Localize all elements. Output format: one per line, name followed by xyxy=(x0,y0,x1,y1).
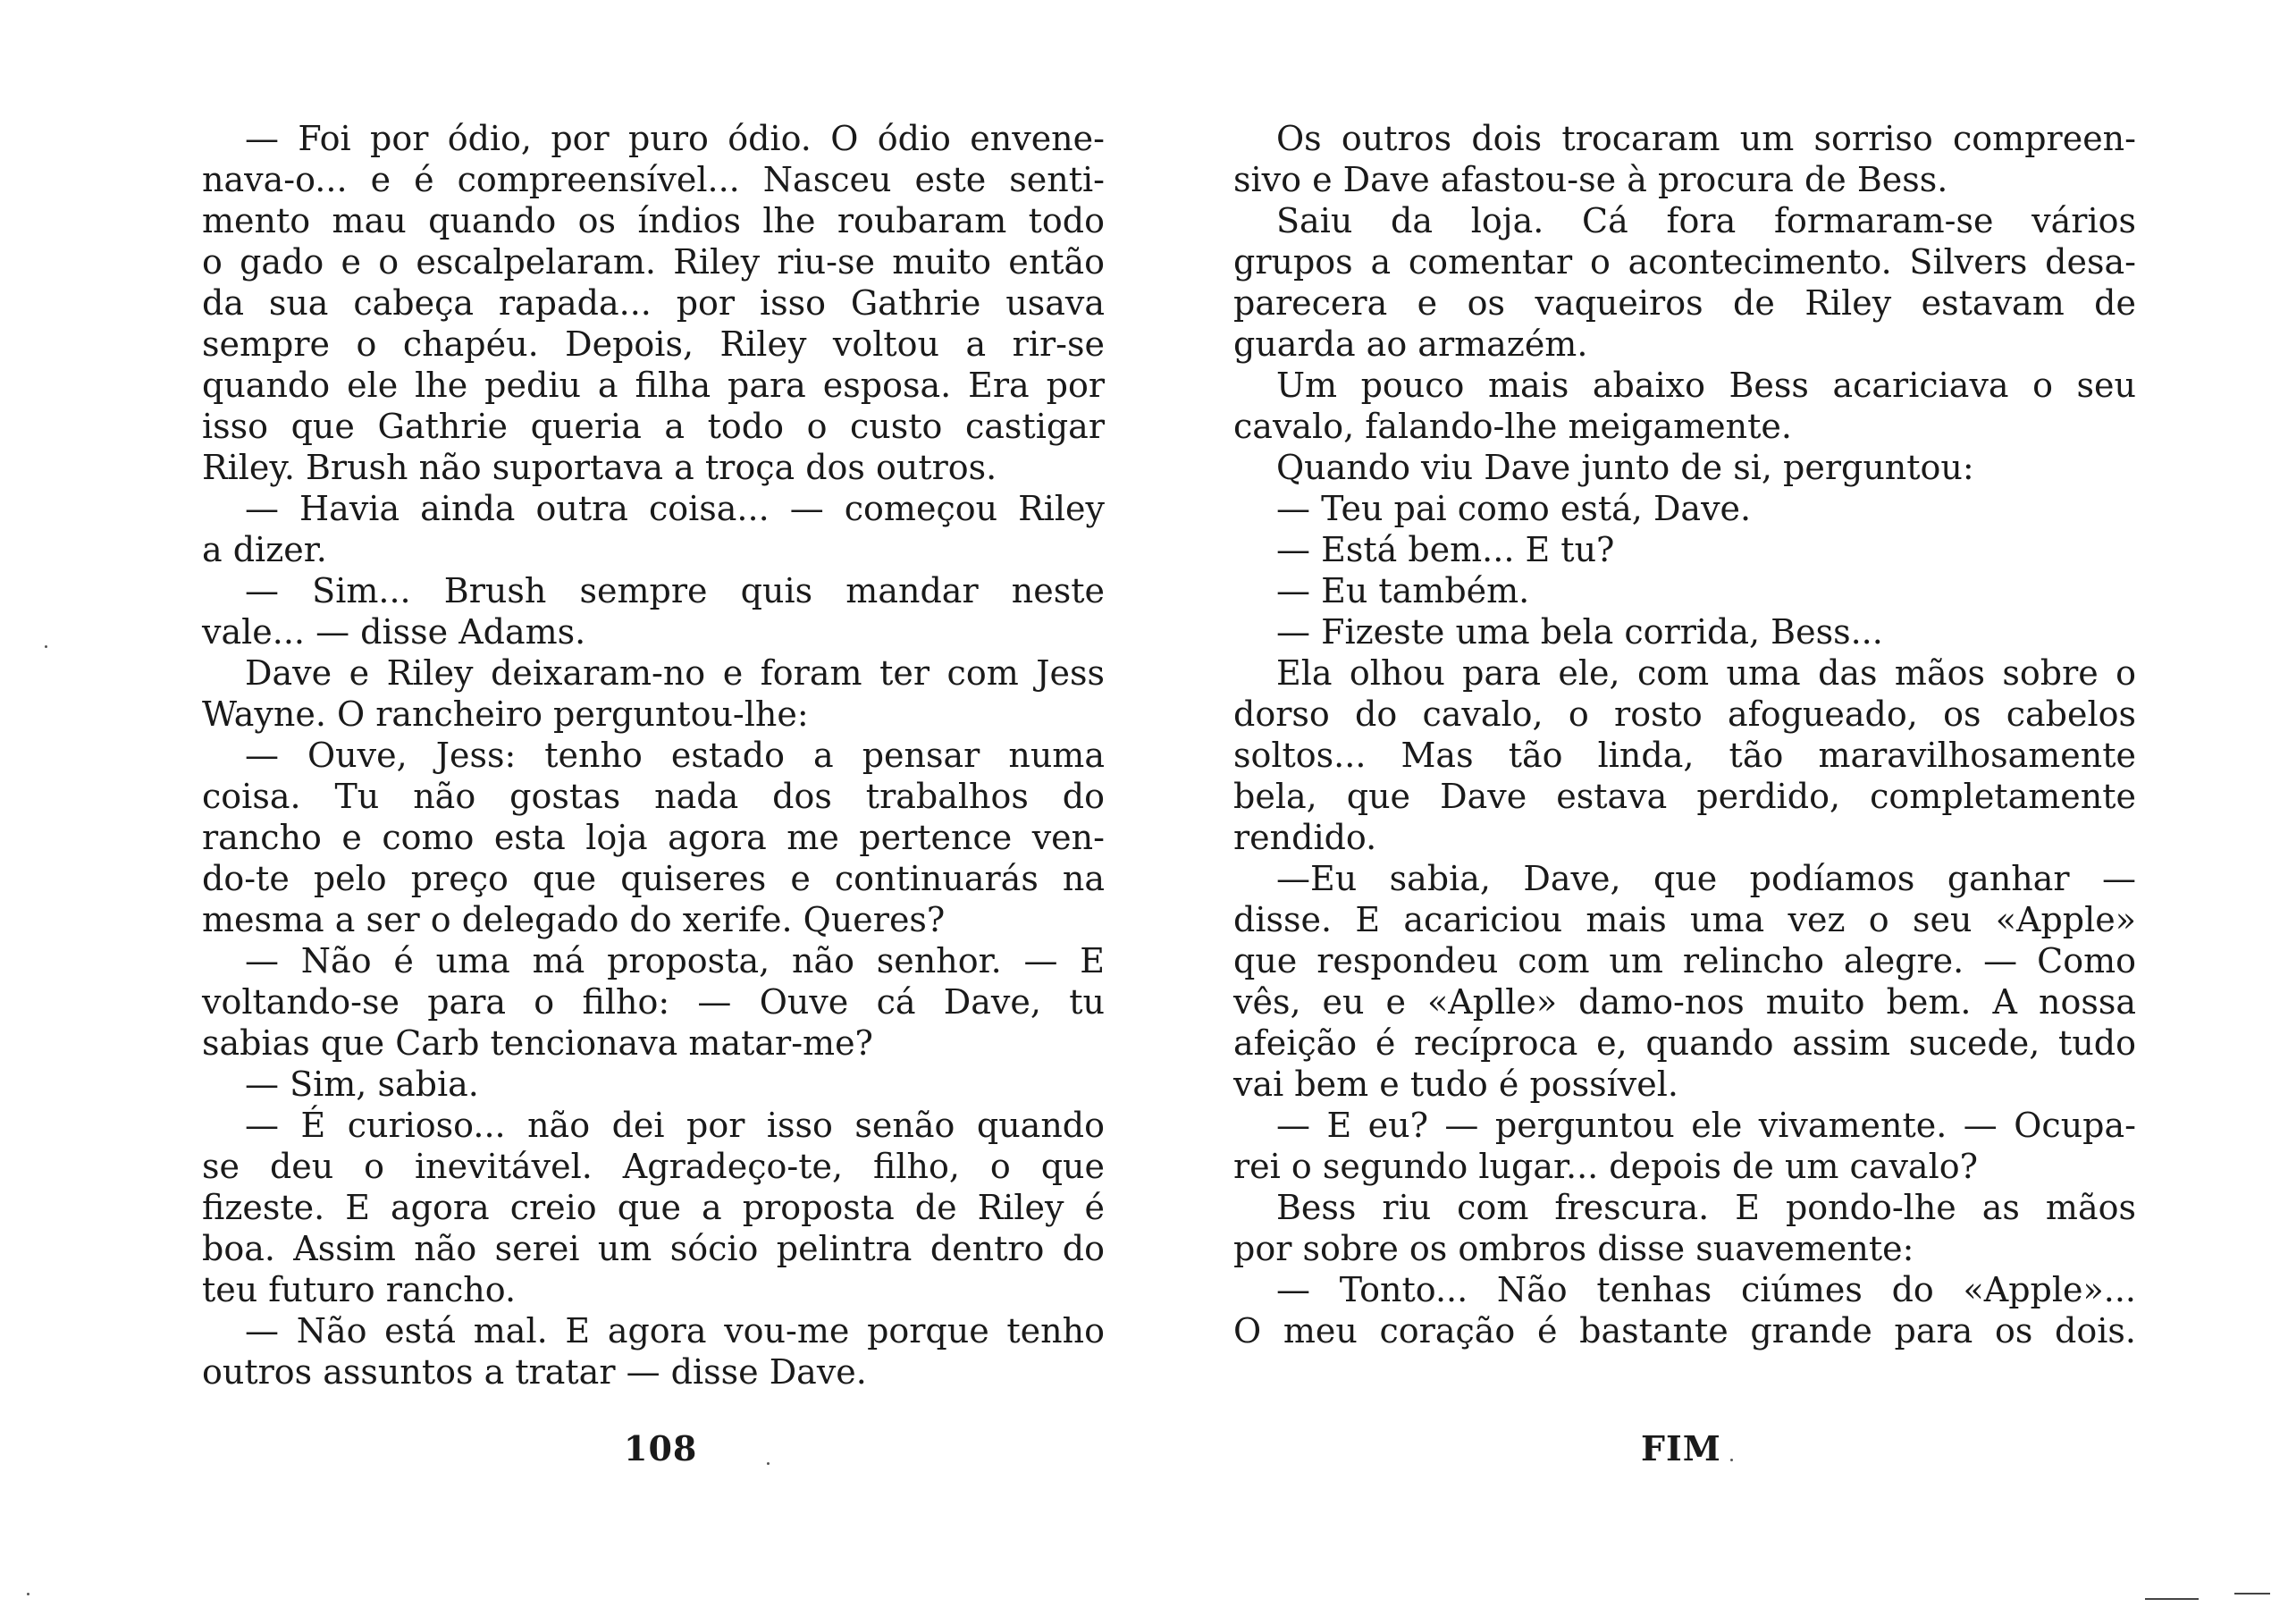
text-line: coisa. Tu não gostas nada dos trabalhos do xyxy=(202,777,1105,816)
text-line: — Foi por ódio, por puro ódio. O ódio envene- xyxy=(245,119,1105,158)
text-line: — Havia ainda outra coisa... — começou Riley xyxy=(245,489,1105,528)
text-line: — Tonto... Não tenhas ciúmes do «Apple»... xyxy=(1276,1270,2136,1309)
text-line: do-te pelo preço que quiseres e continuarás na xyxy=(202,859,1105,898)
text-line: — Não é uma má proposta, não senhor. — E xyxy=(245,941,1105,980)
scan-mark xyxy=(2145,1598,2199,1600)
text-line: — Ouve, Jess: tenho estado a pensar numa xyxy=(245,736,1105,775)
text-line: Ela olhou para ele, com uma das mãos sobre o xyxy=(1276,653,2136,693)
right-page-text xyxy=(1233,118,2136,1351)
text-line: — Eu também. xyxy=(1276,571,1530,610)
text-line: a dizer. xyxy=(202,530,327,569)
text-line: mento mau quando os índios lhe roubaram todo xyxy=(202,201,1105,240)
scan-mark xyxy=(2234,1593,2270,1595)
text-line: por sobre os ombros disse suavemente: xyxy=(1233,1229,1914,1268)
text-line: O meu coração é bastante grande para os dois. xyxy=(1233,1311,2136,1351)
scan-speck xyxy=(27,1593,29,1595)
text-line: — Não está mal. E agora vou-me porque tenho xyxy=(245,1311,1105,1351)
text-line: parecera e os vaqueiros de Riley estavam de xyxy=(1233,283,2136,323)
text-line: Bess riu com frescura. E pondo-lhe as mãos xyxy=(1276,1188,2136,1227)
text-line: soltos... Mas tão linda, tão maravilhosamente xyxy=(1233,736,2136,775)
text-line: o gado e o escalpelaram. Riley riu-se muito então xyxy=(202,242,1105,282)
text-line: fizeste. E agora creio que a proposta de Riley é xyxy=(202,1188,1105,1227)
text-line: boa. Assim não serei um sócio pelintra dentro do xyxy=(202,1229,1105,1268)
text-line: bela, que Dave estava perdido, completamente xyxy=(1233,777,2136,816)
left-page-text xyxy=(202,118,1105,1393)
text-line: — Teu pai como está, Dave. xyxy=(1276,489,1752,528)
text-line: da sua cabeça rapada... por isso Gathrie usava xyxy=(202,283,1105,323)
text-line: vês, eu e «Aplle» damo-nos muito bem. A nossa xyxy=(1233,982,2136,1022)
text-line: rei o segundo lugar... depois de um cavalo? xyxy=(1233,1147,1978,1186)
text-line: Dave e Riley deixaram-no e foram ter com Jess xyxy=(245,653,1105,693)
text-line: Os outros dois trocaram um sorriso compreen- xyxy=(1276,119,2136,158)
text-line: rendido. xyxy=(1233,818,1377,857)
scan-speck xyxy=(45,645,47,648)
text-line: — Sim, sabia. xyxy=(245,1064,479,1104)
text-line: sivo e Dave afastou-se à procura de Bess. xyxy=(1233,160,1948,199)
text-line: vai bem e tudo é possível. xyxy=(1233,1064,1678,1104)
text-line: — Está bem... E tu? xyxy=(1276,530,1615,569)
text-line: dorso do cavalo, o rosto afogueado, os cabelos xyxy=(1233,694,2136,734)
text-line: afeição é recíproca e, quando assim sucede, tudo xyxy=(1233,1023,2136,1063)
page-number: 108 xyxy=(624,1428,698,1468)
text-line: guarda ao armazém. xyxy=(1233,324,1588,364)
text-line: sempre o chapéu. Depois, Riley voltou a rir-se xyxy=(202,324,1105,364)
text-line: voltando-se para o filho: — Ouve cá Dave, tu xyxy=(202,982,1105,1022)
text-line: grupos a comentar o acontecimento. Silvers desa- xyxy=(1233,242,2136,282)
text-line: mesma a ser o delegado do xerife. Queres? xyxy=(202,900,946,939)
text-line: — É curioso... não dei por isso senão quando xyxy=(245,1106,1105,1145)
end-mark: FIM xyxy=(1641,1428,1721,1468)
text-line: — E eu? — perguntou ele vivamente. — Ocupa- xyxy=(1276,1106,2136,1145)
text-line: Saiu da loja. Cá fora formaram-se vários xyxy=(1276,201,2136,240)
text-line: — Fizeste uma bela corrida, Bess... xyxy=(1276,612,1883,652)
text-line: disse. E acariciou mais uma vez o seu «Apple» xyxy=(1233,900,2136,939)
text-line: nava-o... e é compreensível... Nasceu este senti- xyxy=(202,160,1105,199)
text-line: Quando viu Dave junto de si, perguntou: xyxy=(1276,448,1974,487)
text-line: —Eu sabia, Dave, que podíamos ganhar — xyxy=(1276,859,2136,898)
scan-speck xyxy=(767,1462,770,1465)
text-line: — Sim... Brush sempre quis mandar neste xyxy=(245,571,1105,610)
text-line: quando ele lhe pediu a filha para esposa. Era por xyxy=(202,366,1105,405)
text-line: isso que Gathrie queria a todo o custo castigar xyxy=(202,407,1105,446)
text-line: sabias que Carb tencionava matar-me? xyxy=(202,1023,873,1063)
text-line: que respondeu com um relincho alegre. — Como xyxy=(1233,941,2136,980)
text-line: cavalo, falando-lhe meigamente. xyxy=(1233,407,1792,446)
scan-speck xyxy=(1730,1459,1733,1461)
text-line: Riley. Brush não suportava a troça dos outros. xyxy=(202,448,997,487)
text-line: Um pouco mais abaixo Bess acariciava o seu xyxy=(1276,366,2136,405)
text-line: Wayne. O rancheiro perguntou-lhe: xyxy=(202,694,809,734)
text-line: outros assuntos a tratar — disse Dave. xyxy=(202,1352,867,1392)
text-line: vale... — disse Adams. xyxy=(202,612,586,652)
text-line: teu futuro rancho. xyxy=(202,1270,517,1309)
text-line: se deu o inevitável. Agradeço-te, filho, o que xyxy=(202,1147,1105,1186)
text-line: rancho e como esta loja agora me pertence ven- xyxy=(202,818,1105,857)
